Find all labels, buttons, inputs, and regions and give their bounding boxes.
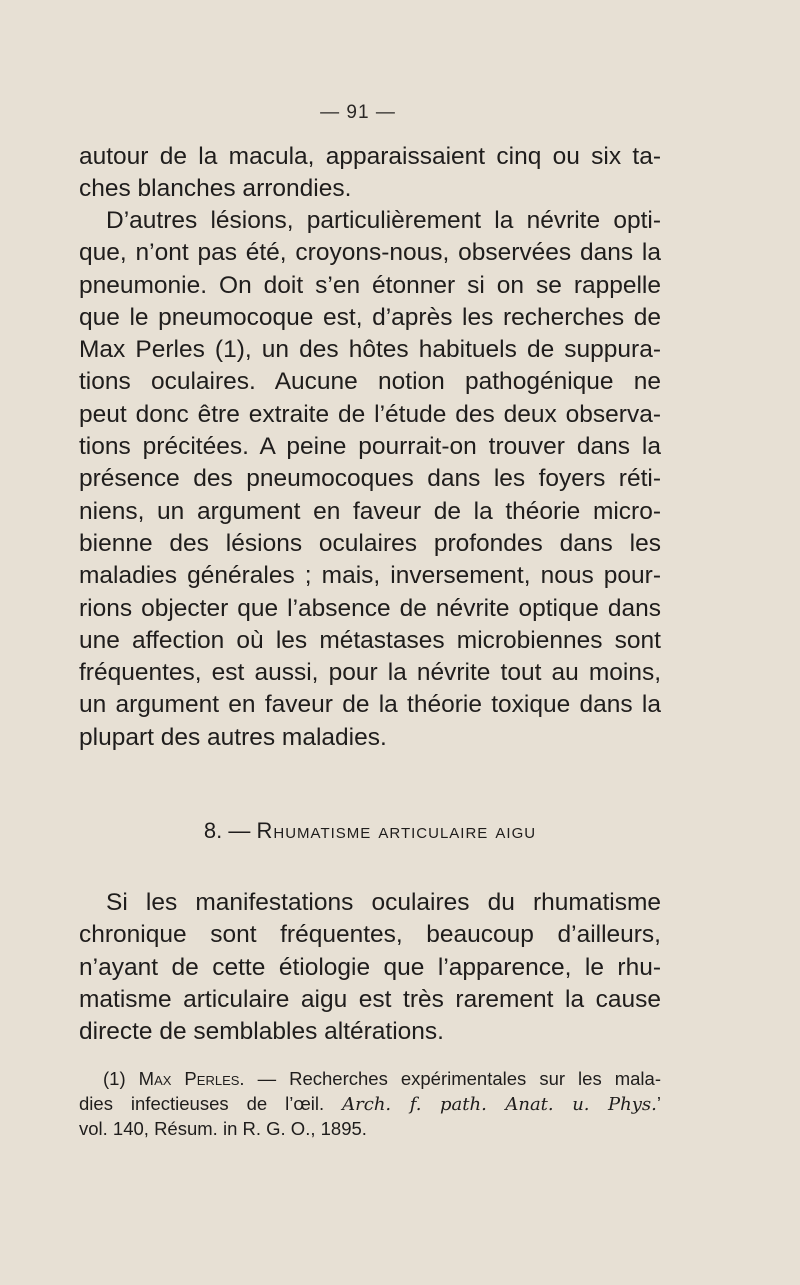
- text-line: rions objecter que l’absence de névrite optique dans: [79, 594, 661, 622]
- footnote-line: vol. 140, Résum. in R. G. O., 1895.: [79, 1118, 367, 1139]
- page-number: — 91 —: [320, 102, 396, 123]
- footnote: [79, 1067, 661, 1142]
- text-line: Max Perles (1), un des hôtes habituels de suppura-: [79, 336, 661, 364]
- paragraph-lesions: [79, 205, 661, 754]
- text-line: niens, un argument en faveur de la théorie micro-: [79, 497, 661, 525]
- paragraph-rhumatisme: [79, 887, 661, 1048]
- section-number: 8. —: [203, 818, 251, 843]
- text-line: ches blanches arrondies.: [79, 175, 352, 203]
- text-line: une affection où les métastases microbiennes sont: [79, 626, 661, 654]
- section-title: Rhumatisme articulaire aigu: [256, 818, 537, 843]
- footnote-text: ’: [656, 1092, 662, 1114]
- text-line: pneumonie. On doit s’en étonner si on se rappelle: [79, 271, 661, 299]
- footnote-journal: Arch. f. path. Anat. u. Phys.: [342, 1093, 657, 1115]
- text-line: tions oculaires. Aucune notion pathogénique ne: [79, 368, 661, 396]
- text-line: peut donc être extraite de l’étude des deux observa-: [79, 400, 661, 428]
- footnote-line: [79, 1092, 661, 1118]
- text-line: chronique sont fréquentes, beaucoup d’ailleurs,: [79, 921, 661, 949]
- text-line: n’ayant de cette étiologie que l’apparence, le rhu-: [79, 953, 661, 981]
- text-line: que le pneumocoque est, d’après les recherches de: [79, 303, 661, 331]
- text-line: autour de la macula, apparaissaient cinq ou six ta-: [79, 143, 661, 170]
- text-line: D’autres lésions, particulièrement la névrite opti-: [106, 207, 661, 234]
- text-line: présence des pneumocoques dans les foyers réti-: [79, 465, 661, 493]
- text-line: Si les manifestations oculaires du rhumatisme: [106, 889, 661, 916]
- footnote-line: [79, 1067, 661, 1092]
- footnote-marker: (1): [103, 1068, 126, 1089]
- text-line: fréquentes, est aussi, pour la névrite tout au moins,: [79, 659, 661, 687]
- text-line: tions précitées. A peine pourrait-on trouver dans la: [79, 433, 661, 461]
- text-line: un argument en faveur de la théorie toxique dans la: [79, 691, 661, 719]
- text-line: plupart des autres maladies.: [79, 723, 387, 751]
- paragraph-continuation: [79, 141, 661, 206]
- footnote-text: — Recherches expérimentales sur les mala-: [257, 1068, 661, 1089]
- text-line: directe de semblables altérations.: [79, 1018, 444, 1046]
- section-heading: [0, 818, 740, 844]
- text-line: maladies générales ; mais, inversement, nous pour-: [79, 562, 661, 590]
- text-line: bienne des lésions oculaires profondes dans les: [79, 529, 661, 557]
- text-line: matisme articulaire aigu est très rarement la cause: [79, 985, 661, 1013]
- text-line: que, n’ont pas été, croyons-nous, observées dans la: [79, 239, 661, 267]
- footnote-text: dies infectieuses de l’œil.: [79, 1092, 325, 1114]
- footnote-author: Max Perles.: [138, 1068, 245, 1089]
